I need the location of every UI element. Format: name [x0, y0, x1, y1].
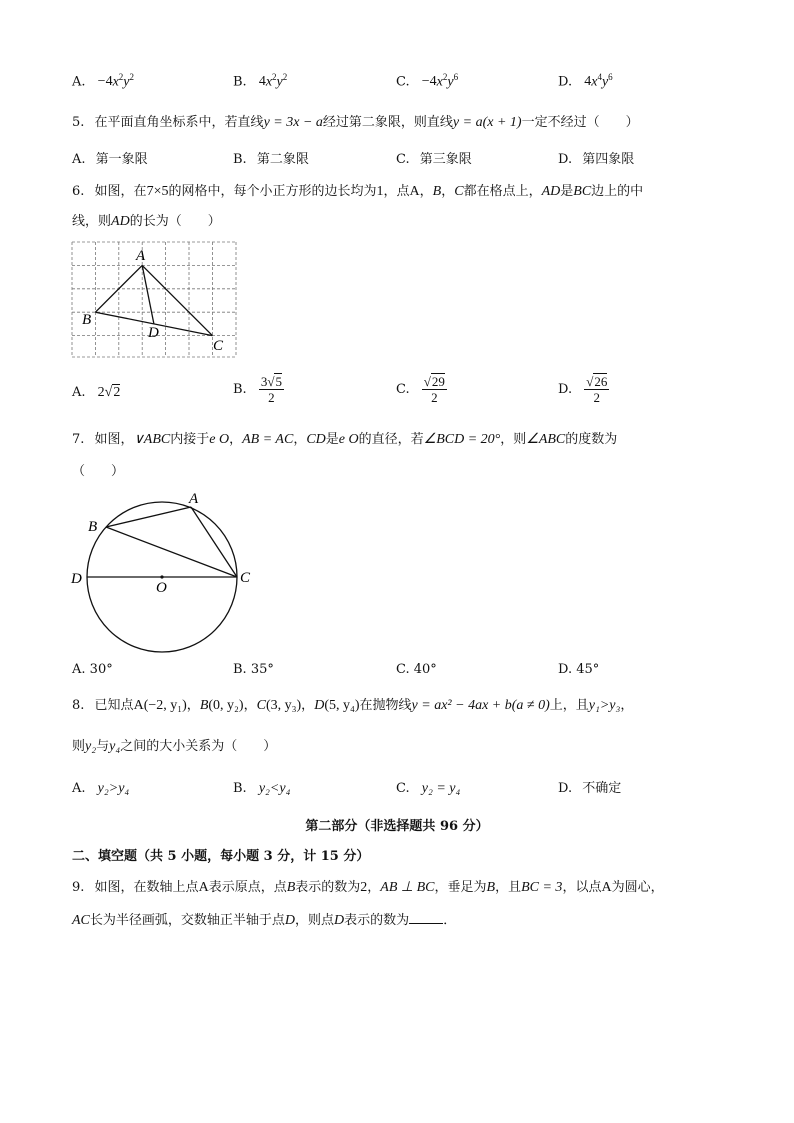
- text: 表示原点，点: [208, 880, 287, 895]
- q8-option-a[interactable]: [72, 780, 129, 798]
- option-text: 30°: [89, 662, 113, 677]
- label-a: A: [136, 248, 146, 264]
- label-d: D: [148, 325, 159, 341]
- option-label: A.: [72, 152, 86, 167]
- answer-blank[interactable]: [409, 911, 443, 924]
- text: 如图，在: [94, 184, 147, 199]
- section-fill-in-title: 二、填空题（共 5 小题，每小题 3 分，计 15 分）: [72, 849, 370, 864]
- var-y: y: [123, 74, 130, 90]
- var-y: y: [601, 74, 609, 90]
- number: 1: [376, 184, 384, 199]
- text: 上，且: [549, 698, 589, 713]
- radicand: 26: [594, 374, 608, 389]
- segment: AD: [111, 214, 130, 229]
- condition: y₁>y₃: [588, 698, 621, 713]
- circle: e O: [209, 432, 230, 447]
- text: ，以点: [562, 880, 602, 895]
- label-o: O: [156, 580, 167, 596]
- q6-option-c[interactable]: [396, 374, 447, 405]
- q8-option-d[interactable]: [558, 780, 621, 798]
- coef: −4: [421, 74, 437, 90]
- segment: BC: [573, 184, 592, 199]
- angle: ∠BCD = 20°: [423, 432, 501, 447]
- q7-paren: （ ）: [72, 464, 125, 479]
- text: 为圆心，: [611, 880, 664, 895]
- coords: (0, y₂): [208, 698, 244, 713]
- option-label: D.: [558, 781, 573, 796]
- q5-option-c[interactable]: [396, 151, 472, 169]
- coef: 4: [258, 74, 266, 90]
- option-label: C.: [396, 662, 410, 677]
- option-label: C.: [396, 382, 410, 397]
- point: B: [486, 880, 496, 895]
- q7-option-a[interactable]: [72, 661, 113, 679]
- sqrt-sign: √: [104, 385, 113, 400]
- sqrt-sign: √: [267, 374, 275, 389]
- text: 的度数为: [565, 432, 618, 447]
- q5-option-b[interactable]: [233, 151, 309, 169]
- text: 一定不经过（ ）: [521, 115, 639, 130]
- numerator: [584, 374, 609, 390]
- question-number: 9.: [72, 880, 85, 895]
- variable: y₄: [109, 739, 121, 754]
- point: A: [133, 698, 144, 713]
- q4-option-b[interactable]: [233, 68, 287, 91]
- q6-stem-line2: [72, 213, 221, 231]
- equation: y = 3x − a: [263, 115, 323, 130]
- denominator: 2: [431, 390, 438, 405]
- exp: 2: [118, 72, 124, 82]
- text: 在抛物线: [359, 698, 412, 713]
- var-y: y: [447, 74, 454, 90]
- exp: 6: [608, 72, 613, 82]
- exp: 2: [272, 72, 277, 82]
- option-label: D.: [558, 74, 573, 90]
- exp: 2: [442, 72, 448, 82]
- q7-option-d[interactable]: [558, 661, 599, 679]
- q8-option-b[interactable]: [233, 780, 290, 798]
- text: 则: [72, 739, 86, 754]
- variable: y₂: [85, 739, 97, 754]
- coords: (5, y₄): [324, 698, 360, 713]
- point: B: [432, 184, 442, 199]
- sep: ，: [441, 184, 455, 199]
- option-label: D.: [558, 662, 573, 677]
- point: D: [334, 913, 345, 928]
- exp: 4: [597, 72, 602, 82]
- denominator: 2: [268, 390, 275, 405]
- q7-option-c[interactable]: [396, 661, 437, 679]
- q9-stem-line1: [72, 879, 664, 897]
- segment: AC: [72, 913, 90, 928]
- coords: (−2, y₁): [143, 698, 187, 713]
- q8-stem-line1: [72, 697, 633, 715]
- point: A: [198, 880, 209, 895]
- coef: 2: [97, 385, 105, 400]
- text: 与: [96, 739, 110, 754]
- question-number: 6.: [72, 184, 85, 199]
- q8-option-c[interactable]: [396, 780, 460, 798]
- text: 线，则: [72, 214, 112, 229]
- text: 是: [560, 184, 574, 199]
- part2-title: 第二部分（非选择题共 96 分）: [305, 819, 489, 834]
- option-label: B.: [233, 662, 247, 677]
- q6-option-d[interactable]: [558, 374, 609, 405]
- sqrt-sign: √: [423, 374, 431, 389]
- option-label: B.: [233, 74, 247, 90]
- question-number: 8.: [72, 698, 85, 713]
- q6-option-b[interactable]: [233, 374, 284, 405]
- point: A: [601, 880, 612, 895]
- exp: 2: [282, 72, 288, 82]
- label-a: A: [189, 491, 199, 507]
- q6-option-a[interactable]: [72, 384, 120, 402]
- text: ，则: [500, 432, 527, 447]
- denominator: 2: [593, 390, 601, 405]
- radicand: 5: [275, 374, 282, 389]
- sep: ，: [186, 698, 200, 713]
- q8-stem-line2: [72, 738, 276, 756]
- option-text: 不确定: [582, 781, 622, 796]
- text: 的直径，若: [358, 432, 424, 447]
- point: C: [454, 184, 464, 199]
- text: ，垂足为: [434, 880, 487, 895]
- option-text: 第三象限: [419, 152, 472, 167]
- segment: CD: [306, 432, 326, 447]
- exp: 2: [129, 72, 135, 82]
- option-text: 40°: [413, 662, 437, 677]
- option-text: 35°: [250, 662, 274, 677]
- label-c: C: [240, 570, 251, 586]
- label-b: B: [82, 312, 92, 328]
- text: 在平面直角坐标系中，若直线: [94, 115, 264, 130]
- circle: e O: [338, 432, 359, 447]
- text: 已知点: [94, 698, 134, 713]
- sep: ，: [229, 432, 243, 447]
- q5-option-a[interactable]: [72, 151, 148, 169]
- q4-option-c[interactable]: [396, 68, 458, 91]
- point: A: [409, 184, 420, 199]
- var-y: y: [276, 74, 283, 90]
- q4-option-d[interactable]: [558, 68, 613, 91]
- grid-size: 7×5: [146, 184, 169, 199]
- center-point: [160, 575, 163, 578]
- text: 的网格中，每个小正方形的边长均为: [168, 184, 377, 199]
- radicand: 2: [113, 385, 121, 400]
- text: 边上的中: [591, 184, 644, 199]
- point: D: [314, 698, 325, 713]
- text: 是: [325, 432, 339, 447]
- option-text: 第四象限: [582, 152, 635, 167]
- q9-stem-line2: [72, 911, 456, 930]
- q7-stem: [72, 431, 617, 449]
- text: ，点: [383, 184, 410, 199]
- numerator: [259, 374, 284, 390]
- sep: ，: [301, 698, 315, 713]
- coef: 3: [260, 374, 268, 389]
- option-label: B.: [233, 781, 247, 796]
- equation: BC = 3: [521, 880, 563, 895]
- q7-circle-figure: [68, 485, 263, 657]
- segment: AD: [541, 184, 561, 199]
- q7-option-b[interactable]: [233, 661, 274, 679]
- fraction: [584, 374, 609, 405]
- question-number: 7.: [72, 432, 85, 447]
- option-label: D.: [558, 382, 573, 397]
- q4-option-a[interactable]: [72, 68, 134, 91]
- text: ，则点: [295, 913, 335, 928]
- triangle: ∨ABC: [133, 432, 171, 447]
- label-d: D: [71, 571, 82, 587]
- option-label: C.: [396, 781, 410, 796]
- option-label: C.: [396, 152, 410, 167]
- chords: [87, 507, 237, 577]
- text: ．: [443, 913, 457, 928]
- q5-option-d[interactable]: [558, 151, 634, 169]
- option-label: A.: [72, 385, 86, 400]
- exp: 6: [453, 72, 459, 82]
- option-label: B.: [233, 382, 247, 397]
- sep: ，: [620, 698, 634, 713]
- option-text: y₂<y₄: [258, 781, 291, 796]
- option-text: 45°: [576, 662, 600, 677]
- option-text: y₂>y₄: [97, 781, 130, 796]
- sep: ，: [419, 184, 433, 199]
- option-label: A.: [72, 781, 86, 796]
- text: 如图，在数轴上点: [94, 880, 199, 895]
- option-text: y₂ = y₄: [421, 781, 461, 796]
- q5-stem: [72, 114, 639, 132]
- var-x: x: [436, 74, 443, 90]
- equation: y = ax² − 4ax + b(a ≠ 0): [411, 698, 550, 713]
- numerator: [422, 374, 447, 390]
- option-text: 第二象限: [256, 152, 309, 167]
- number: 2: [360, 880, 368, 895]
- relation: AB ⊥ BC: [380, 880, 435, 895]
- label-c: C: [213, 338, 224, 354]
- q6-stem-line1: [72, 183, 643, 201]
- option-label: A.: [72, 74, 86, 90]
- coords: (3, y₃): [265, 698, 302, 713]
- text: 表示的数为: [295, 880, 361, 895]
- question-number: 5.: [72, 115, 85, 130]
- radicand: 29: [431, 374, 445, 389]
- text: 长为半径画弧，交数轴正半轴于点: [89, 913, 285, 928]
- option-label: C.: [396, 74, 410, 90]
- point: B: [286, 880, 296, 895]
- q6-grid-figure: [70, 240, 240, 360]
- point: D: [284, 913, 296, 928]
- sep: ，: [243, 698, 257, 713]
- fraction: [422, 374, 447, 405]
- text: 之间的大小关系为（ ）: [120, 739, 277, 754]
- text: 经过第二象限，则直线: [322, 115, 453, 130]
- text: 的长为（ ）: [129, 214, 221, 229]
- text: 如图，: [94, 432, 134, 447]
- var-x: x: [265, 74, 273, 90]
- text: 内接于: [170, 432, 210, 447]
- var-x: x: [112, 74, 119, 90]
- option-label: B.: [233, 152, 247, 167]
- sqrt-sign: √: [586, 374, 594, 389]
- coef: −4: [97, 74, 113, 90]
- equation: AB = AC: [242, 432, 294, 447]
- equation: y = a(x + 1): [452, 115, 522, 130]
- sep: ，: [367, 880, 381, 895]
- text: 表示的数为: [344, 913, 410, 928]
- fraction: [259, 374, 284, 405]
- point: C: [256, 698, 266, 713]
- label-b: B: [88, 519, 98, 535]
- var-x: x: [591, 74, 598, 90]
- option-text: 第一象限: [95, 152, 148, 167]
- text: 都在格点上，: [463, 184, 542, 199]
- point: B: [199, 698, 209, 713]
- option-label: D.: [558, 152, 573, 167]
- coef: 4: [584, 74, 592, 90]
- sep: ，: [293, 432, 307, 447]
- option-label: A.: [72, 662, 86, 677]
- text: ，且: [495, 880, 522, 895]
- angle: ∠ABC: [526, 432, 566, 447]
